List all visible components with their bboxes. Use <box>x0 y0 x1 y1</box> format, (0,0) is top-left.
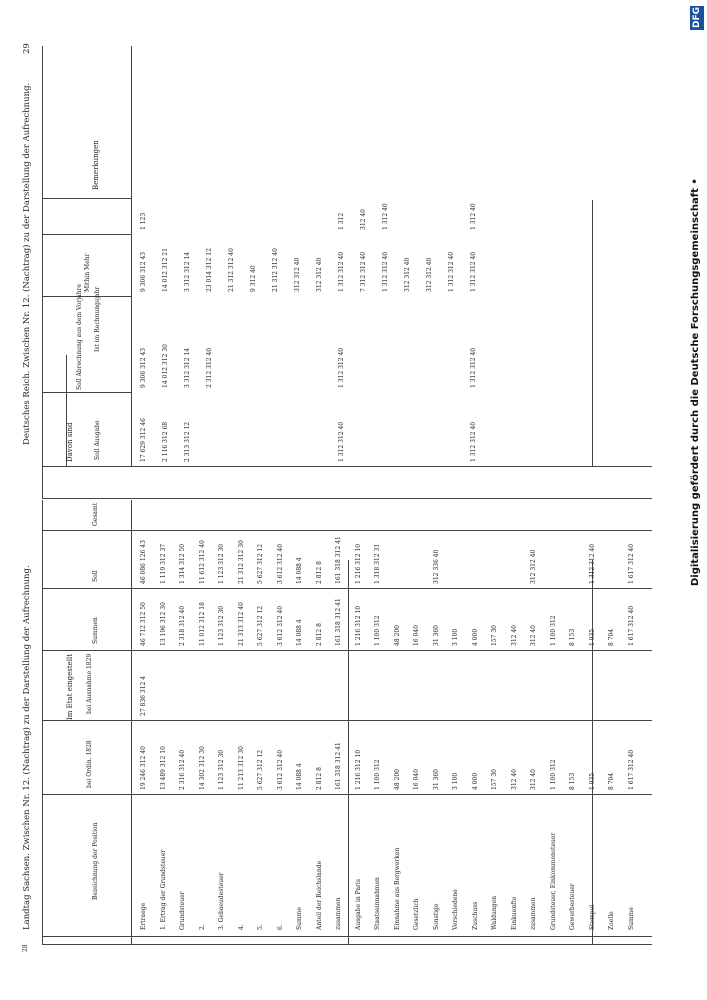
left-row-value-ordin: 312 40 <box>510 769 518 790</box>
right-row-value-ist: 21 312 312 40 <box>228 248 235 292</box>
right-row-value-vorjahr: 1 312 312 40 <box>338 347 345 388</box>
left-row-value-summen: 157 30 <box>491 625 498 646</box>
funding-banner-text: Digitalisierung gefördert durch die Deutsche Forschungsgemeinschaft • <box>690 178 701 586</box>
right-row-value-ist: 21 312 312 40 <box>272 248 279 292</box>
left-row-value-summen: 13 196 312 30 <box>159 602 167 646</box>
left-row-value-summen: 1 100 312 <box>549 615 557 646</box>
left-row-value-summen: 161 318 312 41 <box>335 598 342 646</box>
left-row-value-ordin: 14 088 4 <box>296 763 303 790</box>
left-row-label: Sonstige <box>432 903 440 930</box>
left-row-value-ordin: 161 318 312 41 <box>335 742 342 790</box>
left-row-value-gesamt: 1 119 312 37 <box>159 543 167 584</box>
left-row-label: Summe <box>296 907 303 930</box>
left-row-value-summen: 1 617 312 40 <box>627 605 635 646</box>
left-row-value-gesamt: 161 318 312 41 <box>335 536 342 584</box>
left-row-value-summen: 5 627 312 12 <box>257 605 264 646</box>
left-row-value-summen: 48 200 <box>393 625 401 646</box>
left-row-value-ordin: 31 360 <box>432 769 440 790</box>
left-row-value-ordin: 2 812 8 <box>315 767 323 790</box>
right-row-value-ist: 312 312 40 <box>404 257 411 292</box>
left-row-label: zusammen <box>335 897 342 930</box>
left-row-value-ordin: 157 30 <box>491 769 498 790</box>
left-row-value-summen: 312 40 <box>530 625 537 646</box>
left-row-value-ordin: 3 100 <box>452 772 459 790</box>
left-row-value-gesamt: 312 336 40 <box>432 549 440 584</box>
right-col-header-2: Soll Abrechnung aus dem Vorjahre <box>76 283 83 390</box>
left-row-value-summen: 2 812 8 <box>315 623 323 646</box>
left-row-label: Grundsteuer, Einkommensteuer <box>549 832 557 930</box>
right-row-value-mehr: 1 312 40 <box>470 203 477 230</box>
right-row-value-ist: 1 312 312 40 <box>338 251 345 292</box>
right-row-value-vorjahr: 1 312 312 40 <box>470 347 477 388</box>
left-row-value-gesamt: 1 123 312 30 <box>218 543 225 584</box>
left-row-label: 5. <box>257 924 264 930</box>
left-row-value-gesamt: 14 088 4 <box>296 557 303 584</box>
left-row-value-ordin: 1 123 312 30 <box>218 749 225 790</box>
right-colgroup-header: Davon sind <box>66 422 74 462</box>
left-row-value-ordin: 1 617 312 40 <box>627 749 635 790</box>
right-row-value-mehr: 312 40 <box>360 209 367 230</box>
left-row-label: Zuschuss <box>471 901 479 930</box>
left-row-label: Ertraege <box>140 902 147 930</box>
left-row-value-gesamt: 2 812 8 <box>315 561 323 584</box>
left-page-number: 28 <box>22 944 29 952</box>
left-page-header: Landtag Sachsen. Zwischen Nr. 12. (Nachtrag) zu der Darstellung der Aufrechnung. <box>22 565 32 930</box>
left-row-value-summen: 11 012 312 18 <box>198 602 206 646</box>
left-row-value-ordin: 14 302 312 30 <box>198 746 206 790</box>
right-row-value-ist: 312 312 40 <box>316 257 323 292</box>
left-row-value-ordin: 3 612 312 40 <box>276 749 284 790</box>
left-row-label: Ausgabe in Paris <box>354 879 362 930</box>
left-row-label: Summe <box>627 907 635 930</box>
left-row-label: Gewerbesteuer <box>569 883 576 930</box>
left-row-label: 6. <box>276 924 284 930</box>
left-row-value-gesamt: 46 086 126 43 <box>140 540 147 584</box>
left-row-value-gesamt: 1 318 312 31 <box>374 543 381 584</box>
left-row-value-summen: 16 040 <box>413 625 420 646</box>
left-row-value-ordin: 11 213 312 30 <box>237 746 245 790</box>
left-row-value-ausnahme: 27 836 312 4 <box>140 675 147 716</box>
right-row-value-soll: 2 313 312 12 <box>184 421 191 462</box>
left-row-label: Zoelle <box>608 911 615 930</box>
left-row-value-ordin: 4 000 <box>471 772 479 790</box>
right-col-header-4: Mithin Mehr <box>84 253 91 292</box>
right-row-value-mehr: 1 123 <box>140 212 147 230</box>
left-row-label: Staatseinnahmen <box>374 877 381 930</box>
left-row-label: Verschiedene <box>452 889 459 930</box>
right-row-value-ist: 9 312 40 <box>250 265 257 292</box>
left-row-value-summen: 1 216 312 10 <box>354 605 362 646</box>
left-row-value-ordin: 2 316 312 40 <box>179 749 186 790</box>
left-row-label: 3. Gebaeudesteuer <box>218 872 225 930</box>
left-row-value-gesamt: 312 312 40 <box>530 549 537 584</box>
right-col-header-1: Soll Ausgabe <box>94 420 101 460</box>
left-col-header-3: bei Ausnahme 1829 <box>86 653 93 714</box>
dfg-logo-text: DFG <box>692 6 702 28</box>
left-row-value-gesamt: 1 216 312 10 <box>354 543 362 584</box>
left-col-header-1: Bezeichnung der Position <box>92 822 99 900</box>
left-row-value-gesamt: 1 312 312 40 <box>588 543 596 584</box>
left-row-value-ordin: 1 100 312 <box>549 759 557 790</box>
left-row-value-ordin: 13 489 312 10 <box>159 746 167 790</box>
left-row-label: zusammen <box>530 897 537 930</box>
right-row-value-soll: 1 312 312 40 <box>338 421 345 462</box>
left-col-header-6: Gesamt <box>92 502 99 526</box>
left-col-header-4: Summen <box>92 617 99 644</box>
left-row-label: Waldungen <box>491 896 498 930</box>
right-row-value-ist: 1 312 312 40 <box>470 251 477 292</box>
left-row-value-summen: 312 40 <box>510 625 518 646</box>
right-row-value-vorjahr: 2 312 312 40 <box>206 347 213 388</box>
left-row-value-summen: 14 088 4 <box>296 619 303 646</box>
right-row-value-ist: 1 312 312 40 <box>448 251 455 292</box>
right-row-value-ist: 312 312 40 <box>294 257 301 292</box>
left-row-value-ordin: 5 627 312 12 <box>257 749 264 790</box>
left-row-value-summen: 1 935 <box>588 628 596 646</box>
left-row-value-summen: 1 100 312 <box>374 615 381 646</box>
right-row-value-vorjahr: 3 312 312 14 <box>184 347 191 388</box>
right-row-value-soll: 2 116 312 68 <box>162 421 169 462</box>
left-row-value-summen: 8 153 <box>569 628 576 646</box>
left-row-value-summen: 3 100 <box>452 628 459 646</box>
left-row-value-ordin: 48 200 <box>393 769 401 790</box>
right-row-value-ist: 9 306 312 43 <box>140 251 147 292</box>
right-row-value-mehr: 1 312 <box>338 212 345 230</box>
right-row-value-ist: 23 014 312 12 <box>206 248 213 292</box>
left-row-value-gesamt: 1 314 312 50 <box>179 543 186 584</box>
left-row-value-summen: 8 704 <box>608 628 615 646</box>
left-row-label: Grundsteuer <box>179 891 186 930</box>
left-row-value-ordin: 312 40 <box>530 769 537 790</box>
right-page-header: Deutsches Reich. Zwischen Nr. 12. (Nachtrag) zu der Darstellung der Aufrechnung. <box>22 82 32 445</box>
left-row-value-ordin: 16 040 <box>413 769 420 790</box>
left-row-value-ordin: 8 153 <box>569 772 576 790</box>
right-row-value-ist: 14 012 312 21 <box>162 248 169 292</box>
funding-banner <box>690 8 704 588</box>
left-row-label: Anteil der Reichslande <box>315 860 323 930</box>
left-col-header-5: Soll <box>92 570 99 582</box>
left-row-value-ordin: 8 704 <box>608 772 615 790</box>
left-row-label: 2. <box>198 924 206 930</box>
left-row-value-gesamt: 11 612 312 40 <box>198 540 206 584</box>
right-col-header-5: Bemerkungen <box>92 140 100 190</box>
left-row-value-ordin: 1 100 312 <box>374 759 381 790</box>
left-row-label: Einnahme aus Bergwerken <box>393 847 401 930</box>
right-row-value-ist: 1 312 312 40 <box>382 251 389 292</box>
right-row-value-soll: 1 312 312 40 <box>470 421 477 462</box>
right-col-header-3: Ist im Rechnungsjahr <box>94 286 101 352</box>
left-row-value-summen: 2 318 312 40 <box>179 605 186 646</box>
right-page-number: 29 <box>22 43 32 54</box>
left-row-value-summen: 4 000 <box>471 628 479 646</box>
left-row-value-summen: 3 612 312 40 <box>276 605 284 646</box>
left-row-label: Gesetzlich <box>413 898 420 930</box>
left-row-value-summen: 31 360 <box>432 625 440 646</box>
left-row-value-summen: 21 313 312 40 <box>237 602 245 646</box>
right-row-value-ist: 312 312 40 <box>426 257 433 292</box>
right-row-value-soll: 17 629 312 46 <box>140 418 147 462</box>
right-row-value-mehr: 1 312 40 <box>382 203 389 230</box>
left-row-value-ordin: 1 216 312 10 <box>354 749 362 790</box>
left-row-label: Stempel <box>588 904 596 930</box>
left-row-value-gesamt: 5 627 312 12 <box>257 543 264 584</box>
left-row-value-gesamt: 3 612 312 40 <box>276 543 284 584</box>
left-row-value-ordin: 19 246 312 40 <box>140 746 147 790</box>
right-row-value-vorjahr: 9 306 312 43 <box>140 347 147 388</box>
left-row-label: Einkuenfte <box>510 896 518 930</box>
left-row-label: 1. Ertrag der Grundsteuer <box>159 849 167 930</box>
left-row-value-summen: 1 123 312 30 <box>218 605 225 646</box>
left-colgroup-header: Im Etat eingestellt <box>66 653 74 720</box>
right-row-value-ist: 7 312 312 40 <box>360 251 367 292</box>
left-row-value-gesamt: 21 312 312 30 <box>237 540 245 584</box>
left-row-value-gesamt: 1 617 312 40 <box>627 543 635 584</box>
left-row-value-ordin: 1 935 <box>588 772 596 790</box>
left-row-label: 4. <box>237 924 245 930</box>
left-row-value-summen: 46 712 312 50 <box>140 602 147 646</box>
right-row-value-ist: 3 312 312 14 <box>184 251 191 292</box>
left-col-header-2: bei Ordin. 1828 <box>86 740 93 788</box>
right-row-value-vorjahr: 14 012 312 30 <box>162 344 169 388</box>
